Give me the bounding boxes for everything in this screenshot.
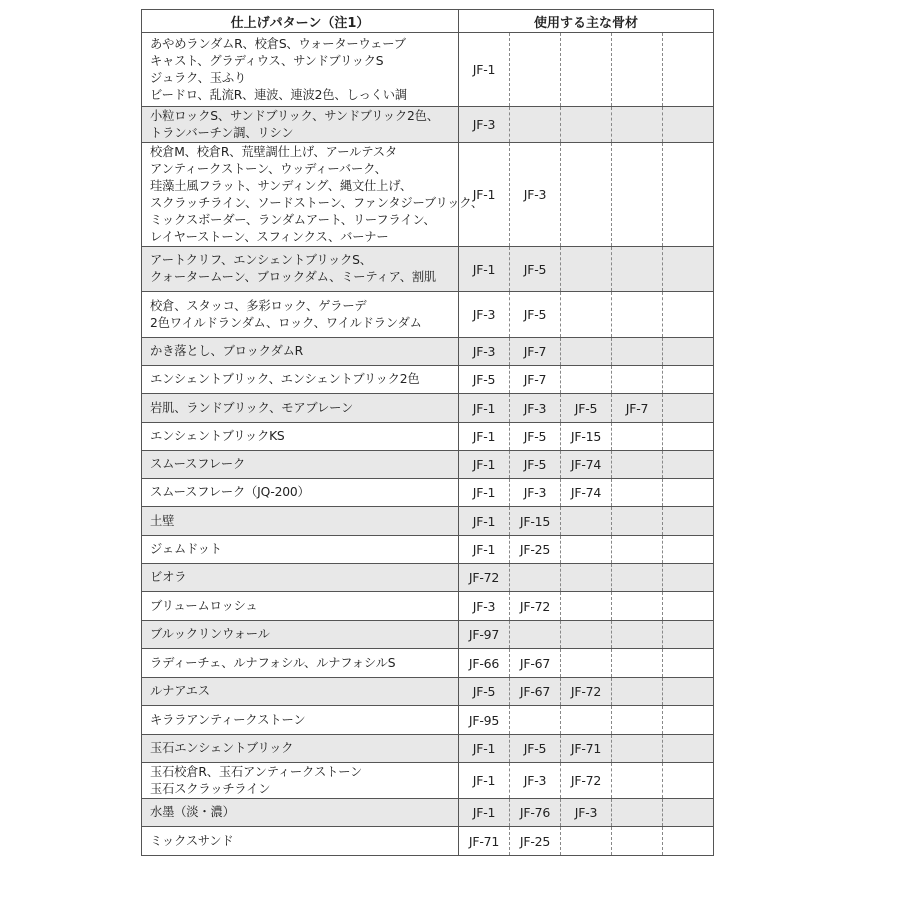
aggregate-code-cell: JF-1 <box>459 507 510 535</box>
aggregate-code-cell: JF-1 <box>459 451 510 478</box>
aggregate-code-cell: JF-72 <box>510 592 561 620</box>
aggregate-code-cell <box>663 338 713 365</box>
finish-pattern-cell <box>142 536 459 563</box>
aggregate-code-cell: JF-97 <box>459 621 510 648</box>
aggregate-code-cell <box>663 366 713 393</box>
table-row <box>141 338 714 366</box>
aggregate-code-cell: JF-3 <box>459 107 510 142</box>
finish-pattern-line: クォータームーン、ブロックダム、ミーティア、割肌 <box>150 270 437 284</box>
aggregate-code-cell: JF-1 <box>459 479 510 506</box>
aggregate-code-cell: JF-72 <box>561 763 612 798</box>
finish-pattern-line: アートクリフ、エンシェントブリックS、 <box>150 253 372 267</box>
table-row <box>141 451 714 479</box>
finish-pattern-line: レイヤーストーン、スフィンクス、バーナー <box>150 229 389 244</box>
aggregate-code-cell <box>510 107 561 142</box>
aggregate-code-cell <box>561 507 612 535</box>
aggregate-code-cell: JF-15 <box>561 423 612 450</box>
aggregate-code-cell <box>612 827 663 855</box>
aggregate-code-cell <box>510 33 561 106</box>
aggregate-code-cell <box>561 827 612 855</box>
aggregate-code-cell <box>612 536 663 563</box>
finish-pattern-cell <box>142 564 459 591</box>
finish-pattern-line: 校倉M、校倉R、荒壁調仕上げ、アールテスタ <box>150 144 397 159</box>
aggregate-code-cell: JF-3 <box>510 394 561 422</box>
aggregate-code-cell <box>561 33 612 106</box>
aggregate-code-cell: JF-7 <box>510 338 561 365</box>
table-row <box>141 33 714 107</box>
aggregate-code-cell: JF-76 <box>510 799 561 826</box>
aggregate-code-cell <box>510 564 561 591</box>
finish-pattern-line: エンシェントブリックKS <box>150 429 285 443</box>
aggregate-code-cell <box>561 107 612 142</box>
aggregate-code-cell <box>663 247 713 291</box>
aggregate-code-cell <box>612 763 663 798</box>
finish-pattern-line: スムースフレーク <box>150 457 246 471</box>
aggregate-code-cell <box>663 507 713 535</box>
finish-pattern-line: ブリュームロッシュ <box>150 598 258 613</box>
aggregate-code-cell: JF-15 <box>510 507 561 535</box>
aggregate-code-cell <box>561 706 612 734</box>
aggregate-code-cell <box>663 799 713 826</box>
aggregate-code-cell <box>561 649 612 677</box>
aggregate-code-cell <box>612 706 663 734</box>
aggregate-code-cell <box>612 479 663 506</box>
aggregate-code-cell: JF-74 <box>561 479 612 506</box>
aggregate-table <box>141 9 714 856</box>
aggregate-code-cell <box>561 536 612 563</box>
aggregate-code-cell: JF-5 <box>510 451 561 478</box>
aggregate-code-cell <box>663 33 713 106</box>
finish-pattern-line: アンティークストーン、ウッディーバーク、 <box>150 161 387 176</box>
table-row <box>141 827 714 856</box>
table-row <box>141 536 714 564</box>
header-finish-pattern: 仕上げパターン（注1） <box>142 10 459 32</box>
aggregate-code-cell: JF-1 <box>459 799 510 826</box>
aggregate-code-cell <box>612 592 663 620</box>
aggregate-code-cell <box>663 621 713 648</box>
aggregate-code-cell <box>663 479 713 506</box>
finish-pattern-line: ミックスサンド <box>150 833 234 848</box>
finish-pattern-cell <box>142 107 459 142</box>
aggregate-code-cell <box>663 592 713 620</box>
aggregate-code-cell <box>612 107 663 142</box>
aggregate-code-cell <box>612 678 663 705</box>
aggregate-code-cell <box>612 143 663 246</box>
table-row <box>141 507 714 536</box>
aggregate-code-cell <box>663 763 713 798</box>
finish-pattern-line: 玉石エンシェントブリック <box>150 741 294 755</box>
table-row <box>141 678 714 706</box>
aggregate-code-cell <box>561 143 612 246</box>
finish-pattern-line: 玉石校倉R、玉石アンティークストーン <box>150 764 363 779</box>
aggregate-code-cell: JF-5 <box>510 735 561 762</box>
aggregate-code-cell: JF-5 <box>561 394 612 422</box>
finish-pattern-cell <box>142 479 459 506</box>
finish-pattern-cell <box>142 799 459 826</box>
table-row <box>141 763 714 799</box>
finish-pattern-line: ルナアエス <box>150 684 210 698</box>
table-row <box>141 143 714 247</box>
finish-pattern-line: ラディーチェ、ルナフォシル、ルナフォシルS <box>150 655 396 670</box>
finish-pattern-line: 校倉、スタッコ、多彩ロック、ゲラーデ <box>150 298 367 313</box>
aggregate-code-cell <box>663 706 713 734</box>
finish-pattern-cell <box>142 394 459 422</box>
aggregate-code-cell <box>612 33 663 106</box>
finish-pattern-cell <box>142 451 459 478</box>
aggregate-code-cell: JF-25 <box>510 536 561 563</box>
aggregate-code-cell: JF-3 <box>459 592 510 620</box>
aggregate-code-cell: JF-3 <box>459 292 510 337</box>
aggregate-code-cell <box>663 678 713 705</box>
finish-pattern-line: 水墨（淡・濃） <box>150 805 235 819</box>
table-row <box>141 292 714 338</box>
finish-pattern-line: スムースフレーク（JQ-200） <box>150 485 310 499</box>
aggregate-code-cell: JF-95 <box>459 706 510 734</box>
aggregate-code-cell: JF-7 <box>510 366 561 393</box>
aggregate-code-cell <box>612 292 663 337</box>
finish-pattern-line: キララアンティークストーン <box>150 712 306 727</box>
aggregate-code-cell <box>561 292 612 337</box>
aggregate-code-cell: JF-3 <box>510 143 561 246</box>
aggregate-code-cell: JF-1 <box>459 33 510 106</box>
aggregate-code-cell: JF-3 <box>510 763 561 798</box>
aggregate-code-cell: JF-1 <box>459 143 510 246</box>
aggregate-code-cell <box>510 706 561 734</box>
aggregate-code-cell <box>561 564 612 591</box>
finish-pattern-cell <box>142 592 459 620</box>
aggregate-code-cell: JF-1 <box>459 394 510 422</box>
aggregate-code-cell: JF-1 <box>459 735 510 762</box>
finish-pattern-line: あやめランダムR、校倉S、ウォーターウェーブ <box>150 36 406 51</box>
aggregate-code-cell <box>561 247 612 291</box>
aggregate-code-cell: JF-1 <box>459 763 510 798</box>
table-row <box>141 592 714 621</box>
finish-pattern-cell <box>142 678 459 705</box>
table-row <box>141 479 714 507</box>
aggregate-code-cell: JF-3 <box>459 338 510 365</box>
finish-pattern-cell <box>142 827 459 855</box>
table-row <box>141 621 714 649</box>
aggregate-code-cell: JF-72 <box>459 564 510 591</box>
aggregate-code-cell: JF-1 <box>459 536 510 563</box>
finish-pattern-line: 珪藻土風フラット、サンディング、縄文仕上げ、 <box>150 178 412 193</box>
table-body <box>141 33 714 856</box>
aggregate-code-cell <box>663 292 713 337</box>
table-header-row <box>141 9 714 33</box>
finish-pattern-line: 玉石スクラッチライン <box>150 781 271 796</box>
finish-pattern-cell <box>142 33 459 106</box>
aggregate-code-cell <box>663 735 713 762</box>
aggregate-code-cell: JF-66 <box>459 649 510 677</box>
finish-pattern-line: ブルックリンウォール <box>150 627 270 641</box>
finish-pattern-line: 2色ワイルドランダム、ロック、ワイルドランダム <box>150 315 422 330</box>
table-row <box>141 394 714 423</box>
aggregate-code-cell <box>612 507 663 535</box>
aggregate-code-cell <box>663 107 713 142</box>
finish-pattern-cell <box>142 735 459 762</box>
table-row <box>141 735 714 763</box>
aggregate-code-cell <box>663 649 713 677</box>
aggregate-code-cell: JF-5 <box>510 292 561 337</box>
aggregate-code-cell: JF-5 <box>510 423 561 450</box>
finish-pattern-line: スクラッチライン、ソードストーン、ファンタジーブリック、 <box>150 195 483 210</box>
table-row <box>141 423 714 451</box>
table-row <box>141 247 714 292</box>
aggregate-code-cell <box>612 366 663 393</box>
aggregate-code-cell <box>612 338 663 365</box>
finish-pattern-line: キャスト、グラディウス、サンドブリックS <box>150 53 384 68</box>
aggregate-code-cell <box>663 827 713 855</box>
aggregate-code-cell <box>663 536 713 563</box>
finish-pattern-cell <box>142 143 483 246</box>
aggregate-code-cell: JF-71 <box>459 827 510 855</box>
finish-pattern-cell <box>142 338 459 365</box>
aggregate-code-cell: JF-3 <box>561 799 612 826</box>
aggregate-code-cell: JF-3 <box>510 479 561 506</box>
finish-pattern-line: ビオラ <box>150 570 187 584</box>
aggregate-code-cell <box>561 592 612 620</box>
aggregate-code-cell <box>612 799 663 826</box>
aggregate-code-cell <box>561 621 612 648</box>
finish-pattern-line: エンシェントブリック、エンシェントブリック2色 <box>150 372 420 386</box>
finish-pattern-cell <box>142 366 459 393</box>
aggregate-code-cell: JF-67 <box>510 649 561 677</box>
aggregate-code-cell <box>663 564 713 591</box>
finish-pattern-line: ミックスボーダー、ランダムアート、リーフライン、 <box>150 212 436 227</box>
finish-pattern-line: ジュラク、玉ふり <box>150 70 247 85</box>
aggregate-code-cell <box>612 247 663 291</box>
aggregate-code-cell: JF-5 <box>510 247 561 291</box>
finish-pattern-line: トランバーチン調、リシン <box>150 125 294 140</box>
aggregate-code-cell <box>663 451 713 478</box>
finish-pattern-cell <box>142 649 459 677</box>
aggregate-code-cell <box>663 394 713 422</box>
aggregate-code-cell <box>612 423 663 450</box>
aggregate-code-cell <box>612 451 663 478</box>
finish-pattern-line: 土壁 <box>150 513 175 528</box>
aggregate-code-cell: JF-72 <box>561 678 612 705</box>
aggregate-code-cell: JF-74 <box>561 451 612 478</box>
aggregate-code-cell <box>612 621 663 648</box>
table-row <box>141 649 714 678</box>
finish-pattern-cell <box>142 423 459 450</box>
aggregate-code-cell: JF-5 <box>459 678 510 705</box>
finish-pattern-cell <box>142 763 459 798</box>
table-row <box>141 107 714 143</box>
finish-pattern-line: ビードロ、乱流R、連波、連波2色、しっくい調 <box>150 87 407 102</box>
aggregate-code-cell <box>663 423 713 450</box>
table-row <box>141 799 714 827</box>
aggregate-code-cell <box>510 621 561 648</box>
aggregate-code-cell <box>612 735 663 762</box>
aggregate-code-cell: JF-5 <box>459 366 510 393</box>
finish-pattern-line: ジェムドット <box>150 542 222 556</box>
aggregate-code-cell: JF-25 <box>510 827 561 855</box>
aggregate-code-cell <box>561 366 612 393</box>
table-row <box>141 706 714 735</box>
finish-pattern-cell <box>142 247 459 291</box>
aggregate-code-cell: JF-71 <box>561 735 612 762</box>
finish-pattern-line: 岩肌、ランドブリック、モアブレーン <box>150 400 354 415</box>
finish-pattern-cell <box>142 292 459 337</box>
finish-pattern-cell <box>142 507 459 535</box>
aggregate-code-cell: JF-1 <box>459 423 510 450</box>
aggregate-code-cell: JF-1 <box>459 247 510 291</box>
finish-pattern-cell <box>142 706 459 734</box>
aggregate-code-cell <box>561 338 612 365</box>
aggregate-code-cell: JF-67 <box>510 678 561 705</box>
finish-pattern-line: かき落とし、ブロックダムR <box>150 344 304 358</box>
aggregate-code-cell <box>663 143 713 246</box>
aggregate-code-cell: JF-7 <box>612 394 663 422</box>
aggregate-code-cell <box>612 564 663 591</box>
finish-pattern-cell <box>142 621 459 648</box>
table-row <box>141 564 714 592</box>
header-main-aggregates: 使用する主な骨材 <box>533 15 638 31</box>
finish-pattern-line: 小粒ロックS、サンドブリック、サンドブリック2色、 <box>150 108 439 123</box>
table-row <box>141 366 714 394</box>
aggregate-code-cell <box>612 649 663 677</box>
